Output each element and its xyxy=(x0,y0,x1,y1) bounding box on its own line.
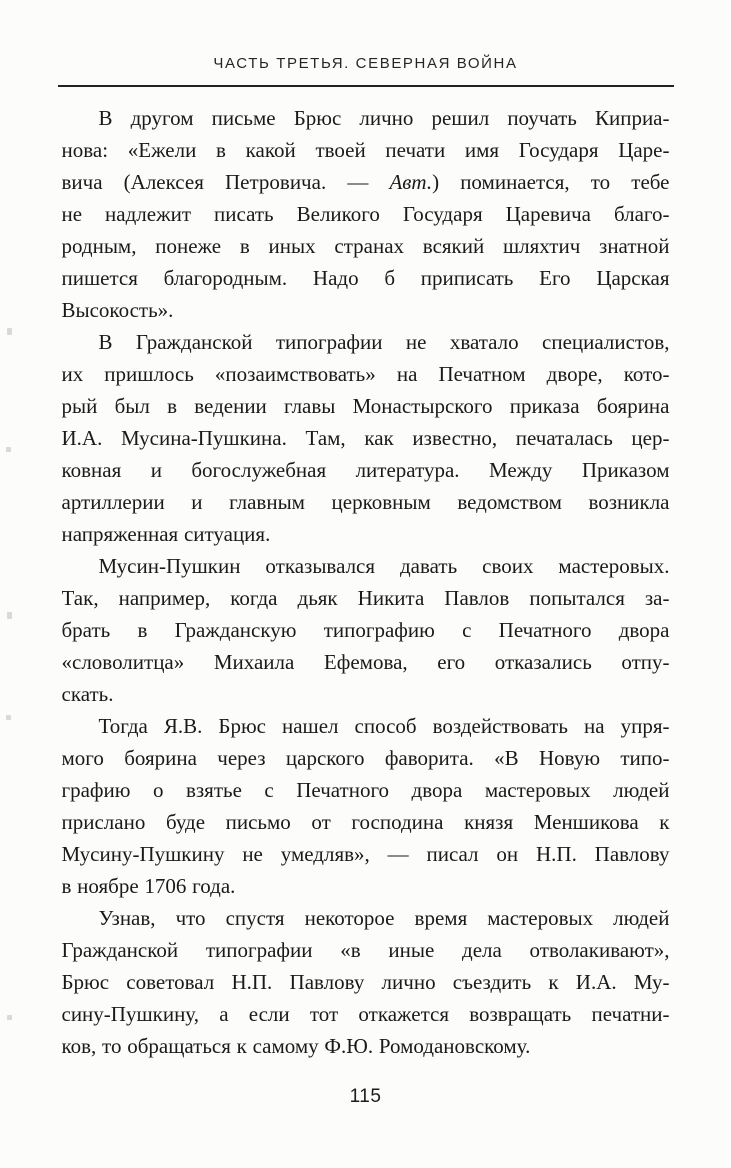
running-header: ЧАСТЬ ТРЕТЬЯ. СЕВЕРНАЯ ВОЙНА xyxy=(213,55,518,72)
text-line: Брюс советовал Н.П. Павлову лично съездить к И.А. Му- xyxy=(61,970,670,994)
paragraph xyxy=(62,326,670,550)
text-line: И.А. Мусина-Пушкина. Там, как известно, печаталась цер- xyxy=(61,426,670,450)
paragraph xyxy=(62,902,670,1062)
text-line: вича (Алексея Петровича. — Авт.) поминается, то тебе xyxy=(61,170,670,194)
text-line: брать в Гражданскую типографию с Печатного двора xyxy=(61,618,670,642)
text-line: родным, понеже в иных странах всякий шляхтич знатной xyxy=(61,234,670,258)
text-line: рый был в ведении главы Монастырского приказа боярина xyxy=(61,394,670,418)
text-line: ковная и богослужебная литература. Между Приказом xyxy=(61,458,670,482)
text-line: ков, то обращаться к самому Ф.Ю. Ромодановскому. xyxy=(61,1034,531,1058)
text-line: напряженная ситуация. xyxy=(61,522,271,546)
text-line: прислано буде письмо от господина князя Меншикова к xyxy=(61,810,670,834)
text-line: Гражданской типографии «в иные дела отволакивают», xyxy=(61,938,670,962)
header-rule xyxy=(58,85,674,87)
text-line: В другом письме Брюс лично решил поучать Киприа- xyxy=(98,106,670,130)
scan-artifact xyxy=(7,328,12,335)
text-line: нова: «Ежели в какой твоей печати имя Государя Царе- xyxy=(61,138,670,162)
text-line: Высокость». xyxy=(61,298,174,322)
text-line: мого боярина через царского фаворита. «В Новую типо- xyxy=(61,746,670,770)
scan-artifact xyxy=(7,1015,12,1020)
text-line: графию о взятье с Печатного двора мастеровых людей xyxy=(61,778,670,802)
page-body xyxy=(62,102,670,1062)
text-line: Узнав, что спустя некоторое время мастеровых людей xyxy=(98,906,670,930)
paragraph xyxy=(62,102,670,326)
text-line: В Гражданской типографии не хватало специалистов, xyxy=(98,330,670,354)
text-line: пишется благородным. Надо б приписать Его Царская xyxy=(61,266,670,290)
text-line: не надлежит писать Великого Государя Царевича благо- xyxy=(61,202,670,226)
scan-artifact xyxy=(7,612,12,619)
text-line: Мусин-Пушкин отказывался давать своих мастеровых. xyxy=(98,554,670,578)
text-line: в ноябре 1706 года. xyxy=(61,874,236,898)
text-line: Мусину-Пушкину не умедляв», — писал он Н.П. Павлову xyxy=(61,842,670,866)
text-line: их пришлось «позаимствовать» на Печатном дворе, кото- xyxy=(61,362,670,386)
paragraph xyxy=(62,550,670,710)
scan-artifact xyxy=(6,447,11,452)
text-line: скать. xyxy=(61,682,114,706)
text-line: Тогда Я.В. Брюс нашел способ воздействовать на упря- xyxy=(98,714,670,738)
scan-artifact xyxy=(6,715,11,720)
text-line: «словолитца» Михаила Ефемова, его отказались отпу- xyxy=(61,650,670,674)
paragraph xyxy=(62,710,670,902)
page-number: 115 xyxy=(349,1086,382,1107)
inline-italic: Авт. xyxy=(389,170,433,194)
text-line: артиллерии и главным церковным ведомством возникла xyxy=(61,490,670,514)
text-line: Так, например, когда дьяк Никита Павлов попытался за- xyxy=(61,586,670,610)
text-line: сину-Пушкину, а если тот откажется возвращать печатни- xyxy=(61,1002,670,1026)
